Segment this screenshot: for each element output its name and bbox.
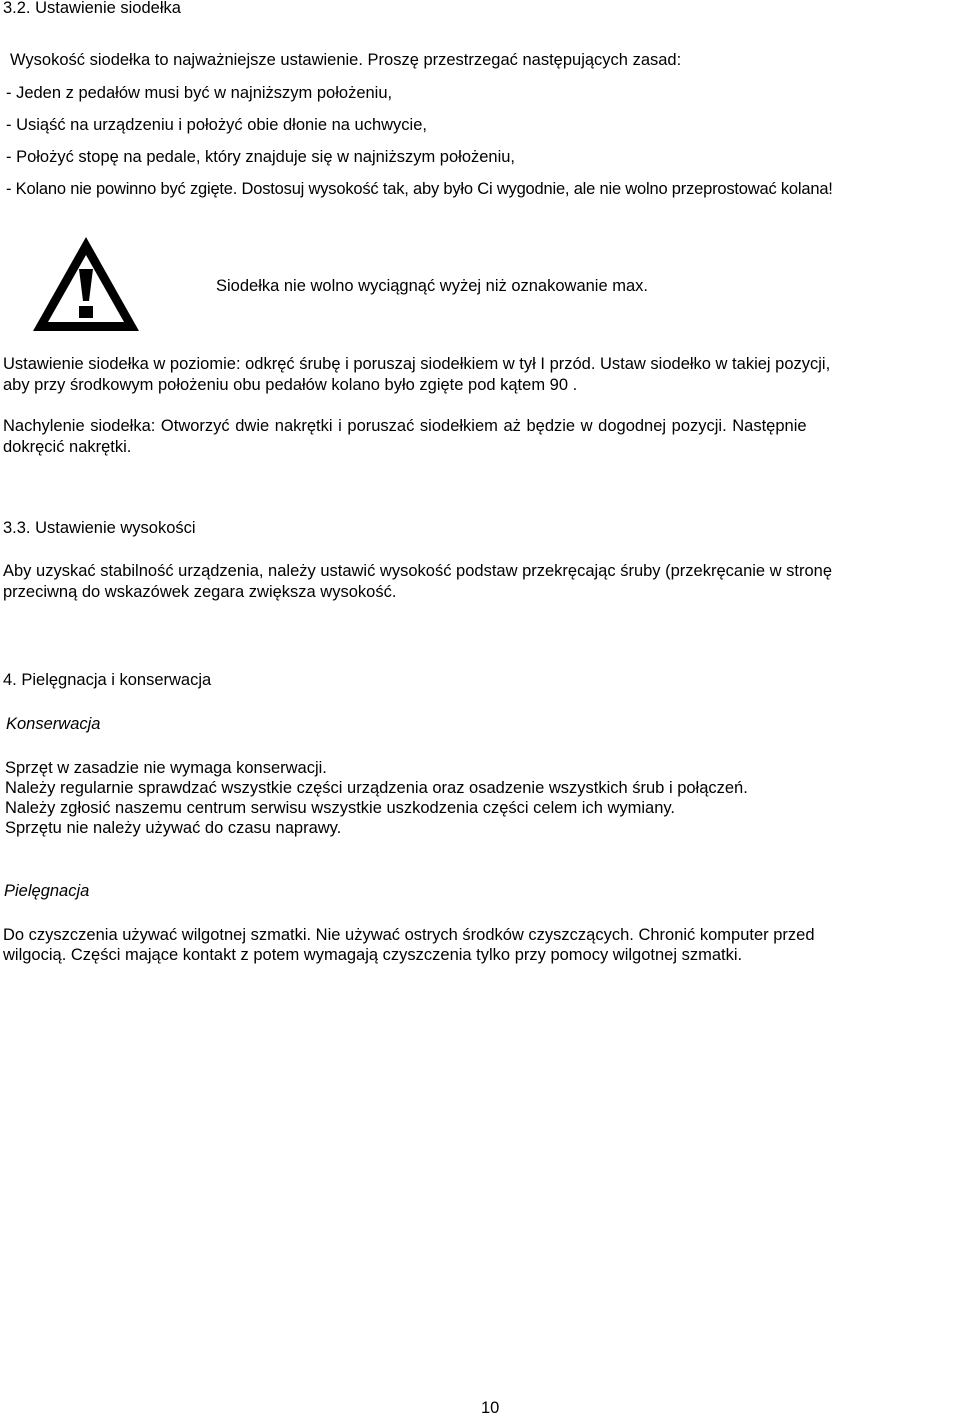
rule-item: - Usiąść na urządzeniu i położyć obie dłonie na uchwycie, (6, 116, 427, 134)
horizontal-adjust-text: Ustawienie siodełka w poziomie: odkręć śrubę i poruszaj siodełkiem w tył I przód. Ustaw siodełko w takiej pozycji, (3, 355, 831, 373)
tilt-adjust-text: dokręcić nakrętki. (3, 438, 132, 456)
care-text: wilgocią. Części mające kontakt z potem wymagają czyszczenia tylko przy pomocy wilgotnej szmatki. (3, 946, 743, 964)
warning-triangle-icon (29, 233, 143, 335)
horizontal-adjust-text: aby przy środkowym położeniu obu pedałów kolano było zgięte pod kątem 90 . (3, 376, 578, 394)
height-adjust-text: przeciwną do wskazówek zegara zwiększa wysokość. (3, 583, 397, 601)
height-adjust-text: Aby uzyskać stabilność urządzenia, należy ustawić wysokość podstaw przekręcając śruby (przekręcanie w stronę (3, 562, 833, 580)
section-3-3-heading: 3.3. Ustawienie wysokości (3, 519, 196, 537)
care-text: Do czyszczenia używać wilgotnej szmatki. Nie używać ostrych środków czyszczących. Chronić komputer przed (3, 926, 815, 944)
page-number: 10 (481, 1399, 500, 1417)
maintenance-line: Sprzętu nie należy używać do czasu naprawy. (5, 819, 342, 837)
section-3-2-heading: 3.2. Ustawienie siodełka (3, 0, 181, 17)
warning-text: Siodełka nie wolno wyciągnąć wyżej niż oznakowanie max. (216, 277, 648, 295)
maintenance-line: Należy regularnie sprawdzać wszystkie części urządzenia oraz osadzenie wszystkich śrub i połączeń. (5, 779, 748, 797)
rule-item: - Jeden z pedałów musi być w najniższym położeniu, (6, 84, 393, 102)
maintenance-title: Konserwacja (6, 715, 101, 733)
seat-intro: Wysokość siodełka to najważniejsze ustawienie. Proszę przestrzegać następujących zasad: (10, 51, 682, 69)
rule-item: - Położyć stopę na pedale, który znajduje się w najniższym położeniu, (6, 148, 516, 166)
rule-item: - Kolano nie powinno być zgięte. Dostosuj wysokość tak, aby było Ci wygodnie, ale nie wolno przeprostować kolana! (6, 180, 833, 198)
tilt-adjust-text: Nachylenie siodełka: Otworzyć dwie nakrętki i poruszać siodełkiem aż będzie w dogodnej pozycji. Następnie (3, 417, 807, 435)
maintenance-line: Sprzęt w zasadzie nie wymaga konserwacji. (5, 759, 327, 777)
care-title: Pielęgnacja (4, 882, 90, 900)
maintenance-line: Należy zgłosić naszemu centrum serwisu wszystkie uszkodzenia części celem ich wymiany. (5, 799, 675, 817)
section-4-heading: 4. Pielęgnacja i konserwacja (3, 671, 212, 689)
